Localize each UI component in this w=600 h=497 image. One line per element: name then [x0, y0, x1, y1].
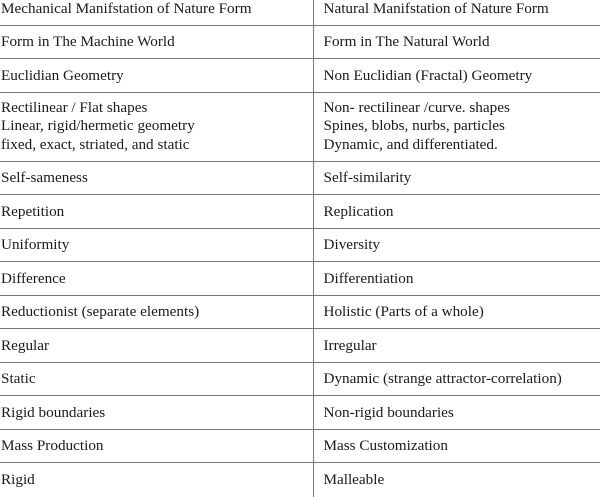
mechanical-cell — [0, 295, 313, 329]
natural-cell — [313, 396, 600, 430]
natural-cell — [313, 0, 600, 25]
table-row — [0, 295, 600, 329]
mechanical-cell — [0, 0, 313, 25]
natural-cell — [313, 59, 600, 93]
table-row — [0, 161, 600, 195]
cell-text: Regular — [1, 338, 313, 353]
cell-text: Euclidian Geometry — [1, 68, 313, 83]
table-row — [0, 25, 600, 59]
cell-text: Holistic (Parts of a whole) — [324, 304, 600, 319]
mechanical-cell — [0, 161, 313, 195]
table-row — [0, 362, 600, 396]
cell-text: Self-similarity — [324, 170, 600, 185]
table-row — [0, 463, 600, 497]
mechanical-cell — [0, 59, 313, 93]
natural-cell — [313, 228, 600, 262]
table-row — [0, 396, 600, 430]
cell-text: Form in The Machine World — [1, 34, 313, 49]
mechanical-cell — [0, 25, 313, 59]
cell-text: Reductionist (separate elements) — [1, 304, 313, 319]
cell-text: Self-sameness — [1, 170, 313, 185]
cell-text: Irregular — [324, 338, 600, 353]
natural-cell — [313, 262, 600, 296]
table-row — [0, 329, 600, 363]
cell-text: Non-rigid boundaries — [324, 405, 600, 420]
mechanical-cell — [0, 329, 313, 363]
cell-text: Non Euclidian (Fractal) Geometry — [324, 68, 600, 83]
cell-text: Difference — [1, 271, 313, 286]
mechanical-cell — [0, 195, 313, 229]
natural-cell — [313, 429, 600, 463]
cell-text: Rigid boundaries — [1, 405, 313, 420]
cell-text: Mass Production — [1, 438, 313, 453]
natural-cell — [313, 161, 600, 195]
cell-text: Uniformity — [1, 237, 313, 252]
mechanical-cell — [0, 262, 313, 296]
natural-cell — [313, 362, 600, 396]
cell-text: Rigid — [1, 472, 313, 487]
mechanical-cell — [0, 362, 313, 396]
cell-text: Rectilinear / Flat shapes — [1, 99, 313, 118]
table-row — [0, 195, 600, 229]
cell-text: Repetition — [1, 204, 313, 219]
mechanical-cell — [0, 228, 313, 262]
cell-text: Replication — [324, 204, 600, 219]
table-row — [0, 429, 600, 463]
table-row — [0, 228, 600, 262]
cell-text: Mass Customization — [324, 438, 600, 453]
cell-text: Mechanical Manifstation of Nature Form — [1, 1, 313, 16]
mechanical-cell — [0, 92, 313, 161]
table-row — [0, 59, 600, 93]
table-row — [0, 0, 600, 25]
cell-text: Diversity — [324, 237, 600, 252]
natural-cell — [313, 25, 600, 59]
cell-text: Form in The Natural World — [324, 34, 600, 49]
natural-cell — [313, 463, 600, 497]
cell-text: Spines, blobs, nurbs, particles — [324, 117, 600, 136]
natural-cell — [313, 92, 600, 161]
cell-text: fixed, exact, striated, and static — [1, 136, 313, 155]
cell-text: Malleable — [324, 472, 600, 487]
cell-text: Dynamic (strange attractor-correlation) — [324, 371, 600, 386]
cell-text: Natural Manifstation of Nature Form — [324, 1, 600, 16]
natural-cell — [313, 195, 600, 229]
table-row — [0, 92, 600, 161]
mechanical-cell — [0, 463, 313, 497]
natural-cell — [313, 295, 600, 329]
cell-text: Non- rectilinear /curve. shapes — [324, 99, 600, 118]
table-row — [0, 262, 600, 296]
cell-text: Differentiation — [324, 271, 600, 286]
natural-cell — [313, 329, 600, 363]
cell-text: Static — [1, 371, 313, 386]
mechanical-cell — [0, 429, 313, 463]
cell-text: Linear, rigid/hermetic geometry — [1, 117, 313, 136]
cell-text: Dynamic, and differentiated. — [324, 136, 600, 155]
mechanical-cell — [0, 396, 313, 430]
